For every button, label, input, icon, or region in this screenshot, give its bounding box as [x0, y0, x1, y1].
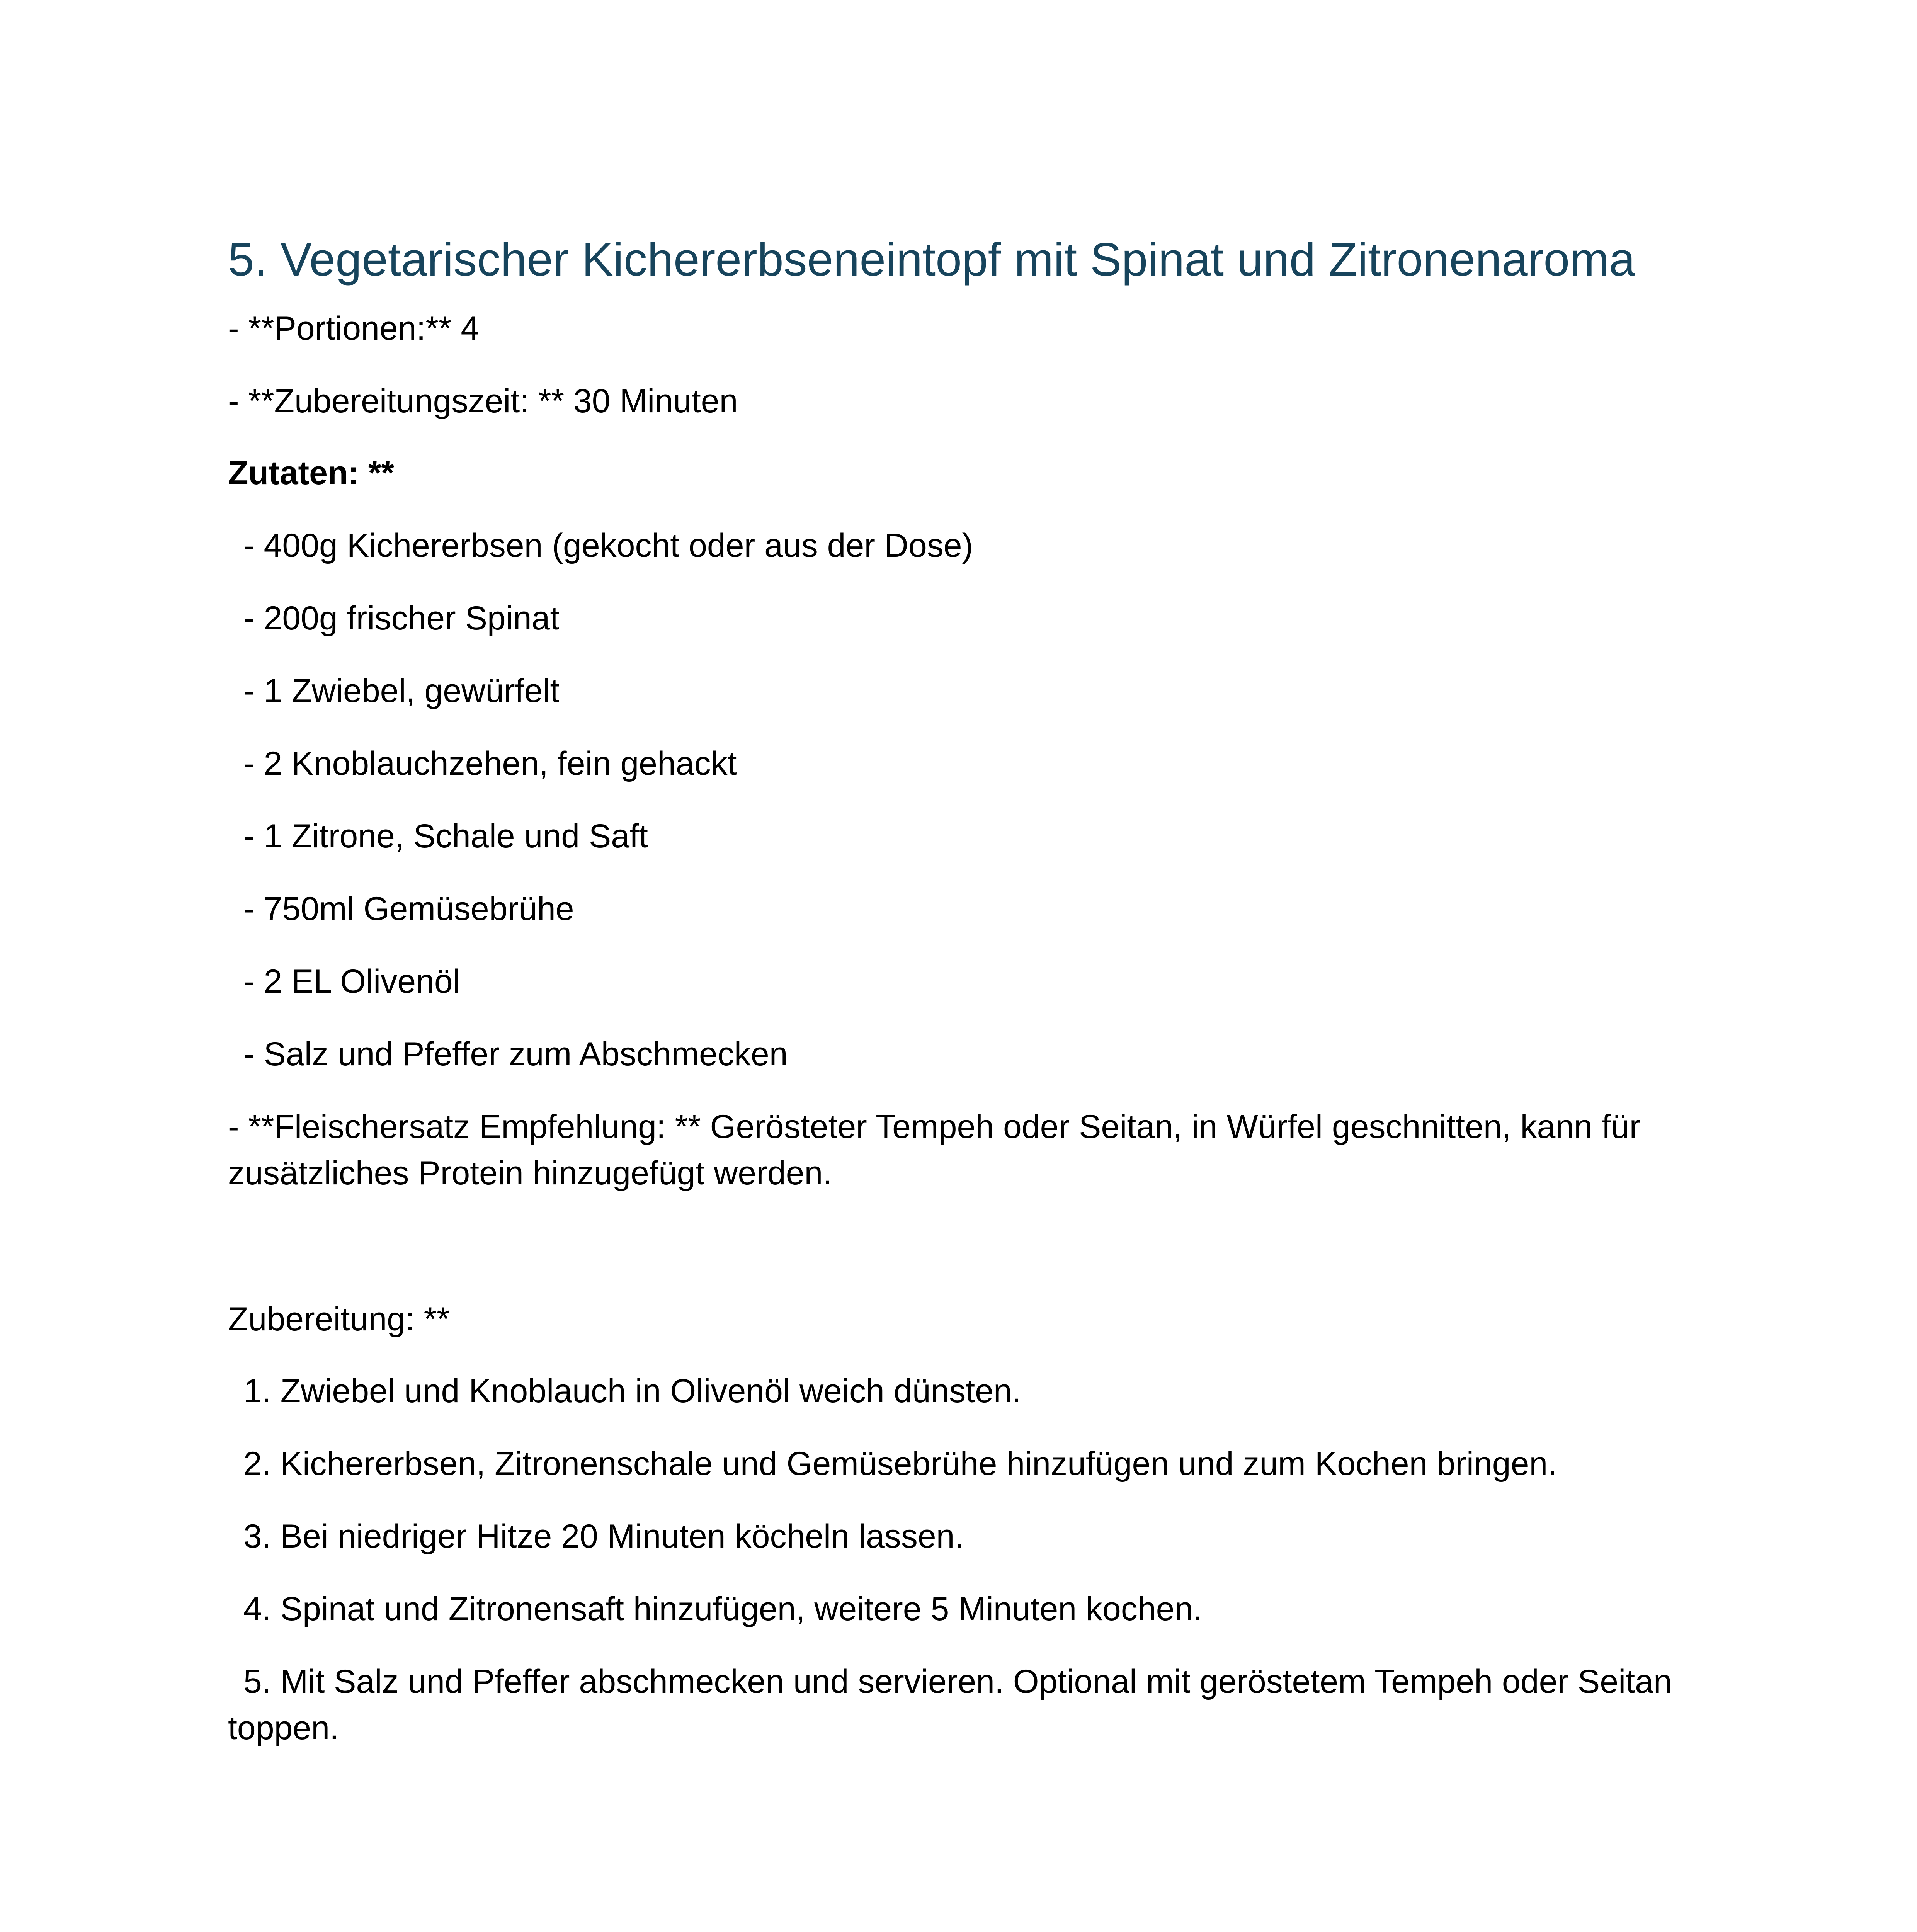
- ingredient-item: - 1 Zitrone, Schale und Saft: [243, 818, 648, 855]
- prep-time-line: - **Zubereitungszeit: ** 30 Minuten: [228, 383, 738, 420]
- ingredient-item: - 750ml Gemüsebrühe: [243, 890, 574, 927]
- preparation-step: 5. Mit Salz und Pfeffer abschmecken und servieren. Optional mit geröstetem Tempeh oder Seitan toppen.: [228, 1663, 1672, 1747]
- ingredient-item: - Salz und Pfeffer zum Abschmecken: [243, 1036, 788, 1073]
- ingredient-item: - 400g Kichererbsen (gekocht oder aus der Dose): [243, 527, 973, 564]
- preparation-step: 2. Kichererbsen, Zitronenschale und Gemüsebrühe hinzufügen und zum Kochen bringen.: [243, 1445, 1557, 1482]
- portions-line: - **Portionen:** 4: [228, 310, 480, 347]
- preparation-step: 3. Bei niedriger Hitze 20 Minuten köcheln lassen.: [243, 1518, 964, 1555]
- preparation-heading: Zubereitung: **: [228, 1301, 450, 1338]
- ingredient-item: - 2 Knoblauchzehen, fein gehackt: [243, 745, 737, 782]
- recipe-title: 5. Vegetarischer Kichererbseneintopf mit Spinat und Zitronenaroma: [228, 233, 1635, 286]
- preparation-step: 1. Zwiebel und Knoblauch in Olivenöl weich dünsten.: [243, 1372, 1021, 1410]
- ingredient-item: - 2 EL Olivenöl: [243, 963, 460, 1000]
- ingredients-heading: Zutaten: **: [228, 454, 394, 492]
- ingredient-item: - 200g frischer Spinat: [243, 600, 560, 637]
- preparation-step: 4. Spinat und Zitronensaft hinzufügen, weitere 5 Minuten kochen.: [243, 1590, 1203, 1628]
- meat-substitute-note: - **Fleischersatz Empfehlung: ** Gerösteter Tempeh oder Seitan, in Würfel geschnitten, kann für zusätzliches Protein hinzugefügt werden.: [228, 1108, 1641, 1192]
- ingredient-item: - 1 Zwiebel, gewürfelt: [243, 672, 560, 709]
